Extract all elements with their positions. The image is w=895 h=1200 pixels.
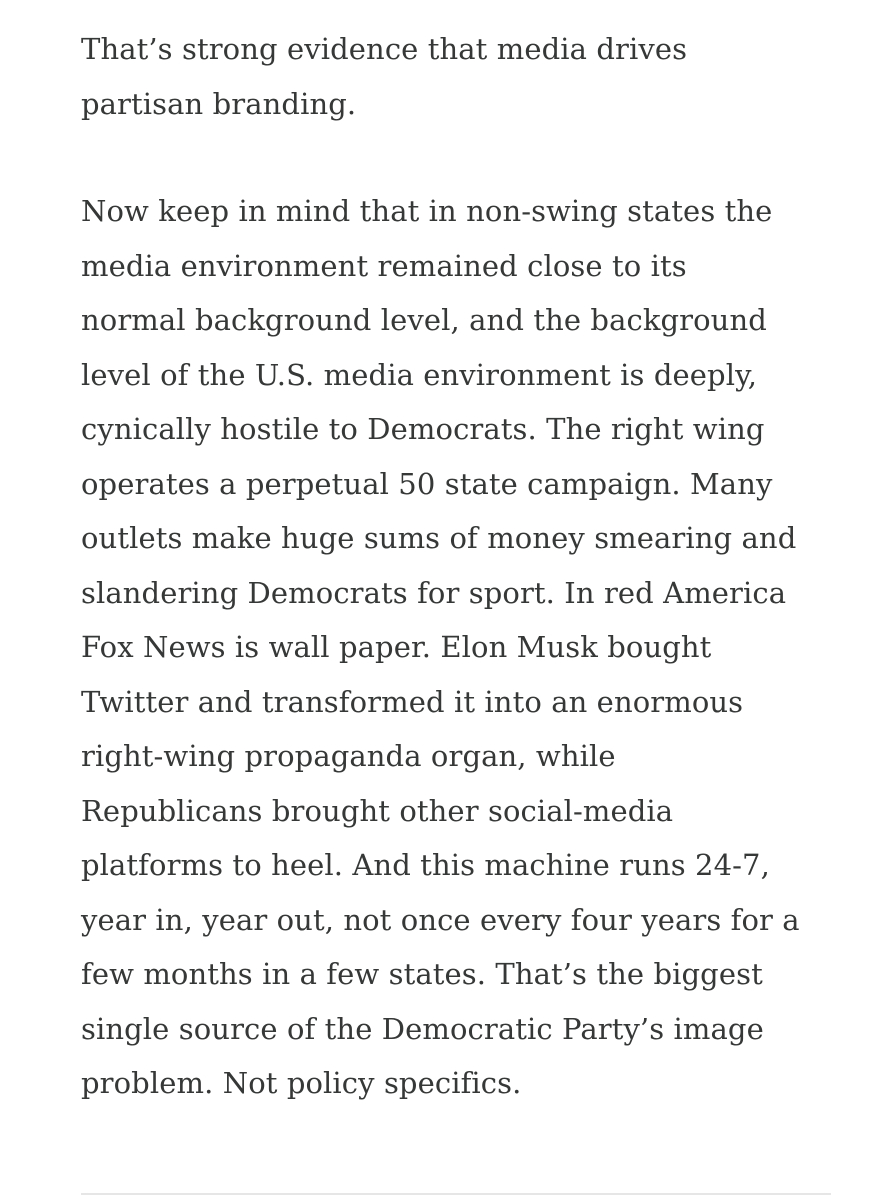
text-line: slandering Democrats for sport. In red America bbox=[81, 575, 787, 610]
text-line: right-wing propaganda organ, while bbox=[81, 739, 616, 773]
text-line: Fox News is wall paper. Elon Musk bought bbox=[81, 630, 712, 664]
text-line: problem. Not policy specifics. bbox=[81, 1066, 522, 1100]
section-divider bbox=[81, 1193, 831, 1195]
text-line: platforms to heel. And this machine runs 24-7, bbox=[81, 848, 770, 882]
text-line: Twitter and transformed it into an enormous bbox=[81, 684, 744, 719]
text-line: single source of the Democratic Party’s image bbox=[81, 1011, 764, 1046]
text-line: Now keep in mind that in non-swing states the bbox=[81, 194, 773, 228]
article-body bbox=[81, 22, 851, 1111]
text-line: Republicans brought other social-media bbox=[81, 793, 674, 828]
paragraph-1 bbox=[81, 22, 851, 131]
text-line: normal background level, and the background bbox=[81, 303, 767, 337]
text-line: year in, year out, not once every four years for a bbox=[81, 902, 800, 937]
text-line: media environment remained close to its bbox=[81, 248, 687, 283]
text-line: few months in a few states. That’s the biggest bbox=[81, 957, 763, 991]
text-line: operates a perpetual 50 state campaign. Many bbox=[81, 466, 773, 501]
text-line: outlets make huge sums of money smearing and bbox=[81, 521, 797, 555]
text-line: That’s strong evidence that media drives bbox=[81, 32, 688, 66]
text-line: cynically hostile to Democrats. The right wing bbox=[81, 412, 765, 446]
text-line: partisan branding. bbox=[81, 86, 357, 121]
text-line: level of the U.S. media environment is deeply, bbox=[81, 357, 758, 392]
paragraph-2 bbox=[81, 184, 851, 1111]
